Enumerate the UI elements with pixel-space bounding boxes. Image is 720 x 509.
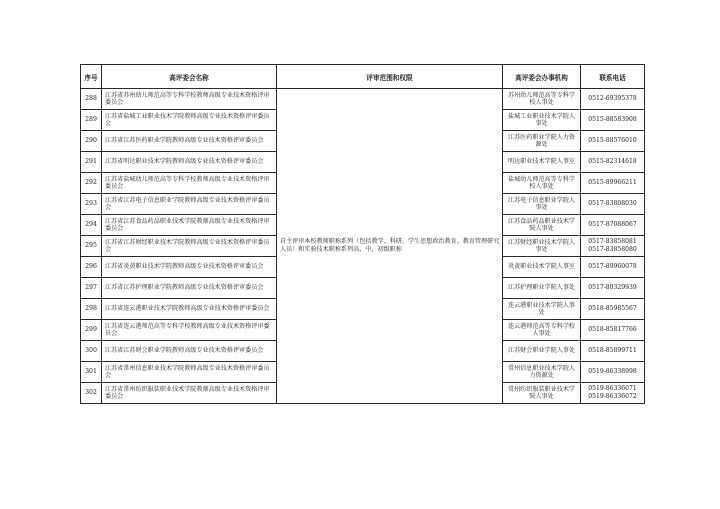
contact-phone: [581, 320, 645, 341]
office-name: 江苏医药职业学院人力资源处: [503, 131, 581, 152]
phone-number: 0518-85985567: [588, 305, 637, 312]
office-name: 盐城工业职业技术学院人事处: [503, 110, 581, 131]
office-name: 江苏财会职业学院人事处: [503, 341, 581, 362]
contact-phone: [581, 89, 645, 110]
committee-name: 江苏省连云港师范高等专科学校教师高级专业技术资格评审委员会: [102, 320, 277, 341]
row-number: 293: [81, 194, 102, 215]
office-name: 连云港职业技术学院人事处: [503, 299, 581, 320]
phone-number: 0517-83858081: [588, 238, 637, 245]
contact-phone: [581, 194, 645, 215]
document-page: [80, 64, 644, 431]
committee-name: 江苏省江苏财会职业学院教师高级专业技术资格评审委员会: [102, 341, 277, 362]
table-row: [81, 89, 645, 110]
header-org: 高评委会办事机构: [503, 65, 581, 89]
committee-name: 江苏省明达职业技术学院教师高级专业技术资格评审委员会: [102, 152, 277, 173]
phone-number: 0517-83808030: [588, 200, 637, 207]
office-name: 苏州幼儿师范高等专科学校人事处: [503, 89, 581, 110]
row-number: 299: [81, 320, 102, 341]
table-body: [81, 89, 645, 404]
contact-phone: [581, 278, 645, 299]
contact-phone: [581, 257, 645, 278]
office-name: 常州信息职业技术学院人力资源处: [503, 362, 581, 383]
contact-phone: [581, 383, 645, 404]
row-number: 290: [81, 131, 102, 152]
office-name: 盐城幼儿师范高等专科学校人事处: [503, 173, 581, 194]
office-name: 常州纺织服装职业技术学院人事处: [503, 383, 581, 404]
header-tel: 联系电话: [581, 65, 645, 89]
phone-number: 0517-89960078: [588, 263, 637, 270]
phone-number: 0519-86336071: [588, 385, 637, 392]
committee-name: 江苏省江苏护理职业学院教师高级专业技术资格评审委员会: [102, 278, 277, 299]
header-name: 高评委会名称: [102, 65, 277, 89]
row-number: 296: [81, 257, 102, 278]
committee-name: 江苏省江苏医药职业学院教师高级专业技术资格评审委员会: [102, 131, 277, 152]
office-name: 江苏食品药品职业技术学院人事处: [503, 215, 581, 236]
phone-number: 0519-86338998: [588, 368, 637, 375]
office-name: 江苏护理职业学院人事处: [503, 278, 581, 299]
committee-name: 江苏省连云港职业技术学院教师高级专业技术资格评审委员会: [102, 299, 277, 320]
office-name: 炎黄职业技术学院人事室: [503, 257, 581, 278]
committee-name: 江苏省常州信息职业技术学院教师高级专业技术资格评审委员会: [102, 362, 277, 383]
phone-number: 0519-86336072: [588, 393, 637, 400]
contact-phone: [581, 131, 645, 152]
committee-name: 江苏省苏州幼儿师范高等专科学校教师高级专业技术资格评审委员会: [102, 89, 277, 110]
phone-number: 0515-88576010: [588, 137, 637, 144]
committee-table: [80, 64, 645, 404]
contact-phone: [581, 110, 645, 131]
contact-phone: [581, 236, 645, 257]
row-number: 291: [81, 152, 102, 173]
committee-name: 江苏省江苏电子信息职业学院教师高级专业技术资格评审委员会: [102, 194, 277, 215]
table-header: [81, 65, 645, 89]
office-name: 江苏电子信息职业学院人事处: [503, 194, 581, 215]
header-no: 序号: [81, 65, 102, 89]
office-name: 江苏财经职业技术学院人事处: [503, 236, 581, 257]
committee-name: 江苏省炎黄职业技术学院教师高级专业技术资格评审委员会: [102, 257, 277, 278]
phone-number: 0517-83858080: [588, 246, 637, 253]
phone-number: 0517-87088067: [588, 221, 637, 228]
office-name: 明达职业技术学院人事室: [503, 152, 581, 173]
contact-phone: [581, 362, 645, 383]
phone-number: 0518-85899711: [588, 347, 637, 354]
contact-phone: [581, 299, 645, 320]
row-number: 298: [81, 299, 102, 320]
contact-phone: [581, 215, 645, 236]
committee-name: 江苏省盐城幼儿师范高等专科学校教师高级专业技术资格评审委员会: [102, 173, 277, 194]
row-number: 297: [81, 278, 102, 299]
committee-name: 江苏省江苏财经职业技术学院教师高级专业技术资格评审委员会: [102, 236, 277, 257]
phone-number: 0515-89966211: [588, 179, 637, 186]
row-number: 301: [81, 362, 102, 383]
row-number: 292: [81, 173, 102, 194]
office-name: 连云港师范高等专科学校人事处: [503, 320, 581, 341]
row-number: 288: [81, 89, 102, 110]
phone-number: 0515-88583908: [588, 116, 637, 123]
review-scope: 自主评审本校教师职称系列（包括教学、科研、学生思想政治教育、教育管理研究人员）和实验技术职称系列高、中、初级职称: [277, 89, 503, 404]
row-number: 295: [81, 236, 102, 257]
row-number: 302: [81, 383, 102, 404]
phone-number: 0512-69395378: [588, 95, 637, 102]
contact-phone: [581, 152, 645, 173]
committee-name: 江苏省盐城工业职业技术学院教师高级专业技术资格评审委员会: [102, 110, 277, 131]
phone-number: 0515-82314618: [588, 158, 637, 165]
header-scope: 评审范围和权限: [277, 65, 503, 89]
phone-number: 0518-85817766: [588, 326, 637, 333]
contact-phone: [581, 173, 645, 194]
row-number: 289: [81, 110, 102, 131]
contact-phone: [581, 341, 645, 362]
committee-name: 江苏省江苏食品药品职业技术学院教师高级专业技术资格评审委员会: [102, 215, 277, 236]
committee-name: 江苏省常州纺织服装职业技术学院教师高级专业技术资格评审委员会: [102, 383, 277, 404]
phone-number: 0517-80329939: [588, 284, 637, 291]
row-number: 300: [81, 341, 102, 362]
row-number: 294: [81, 215, 102, 236]
